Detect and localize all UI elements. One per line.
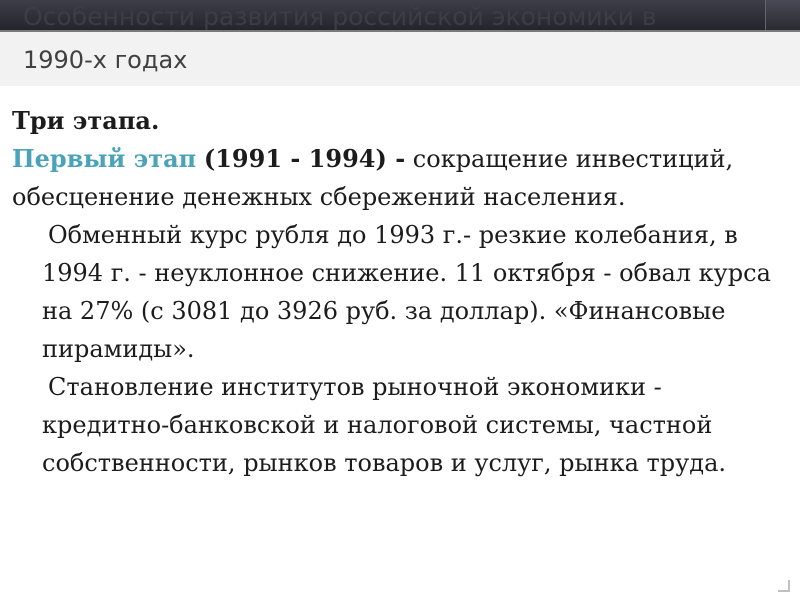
institutions-paragraph <box>12 368 772 482</box>
stage1-text: сокращение инвестиций, обесценение денежных сбережений населения. <box>12 145 734 211</box>
slide-title-line2: 1990-х годах <box>23 46 188 74</box>
institutions-text: Становление институтов рыночной экономики - кредитно-банковской и налоговой системы, частной собственности, рынков товаров и услуг, рынка труда. <box>42 373 726 477</box>
stage1-years: (1991 - 1994) - <box>203 144 406 173</box>
corner-mark <box>778 580 790 592</box>
stage1-label: Первый этап <box>12 144 197 173</box>
stages-heading: Три этапа. <box>12 106 160 135</box>
exchange-rate-paragraph <box>12 216 772 368</box>
slide-body <box>12 102 772 482</box>
exchange-rate-text: Обменный курс рубля до 1993 г.- резкие колебания, в 1994 г. - неуклонное снижение. 11 октября - обвал курса на 27% (с 3081 до 3926 руб. за доллар). «Финансовые пирамиды». <box>42 221 771 363</box>
slide-header <box>0 0 800 86</box>
slide-title-line1: Особенности развития российской экономики в <box>23 2 657 31</box>
header-corner-decoration <box>765 0 800 30</box>
stage1-paragraph <box>12 140 772 216</box>
